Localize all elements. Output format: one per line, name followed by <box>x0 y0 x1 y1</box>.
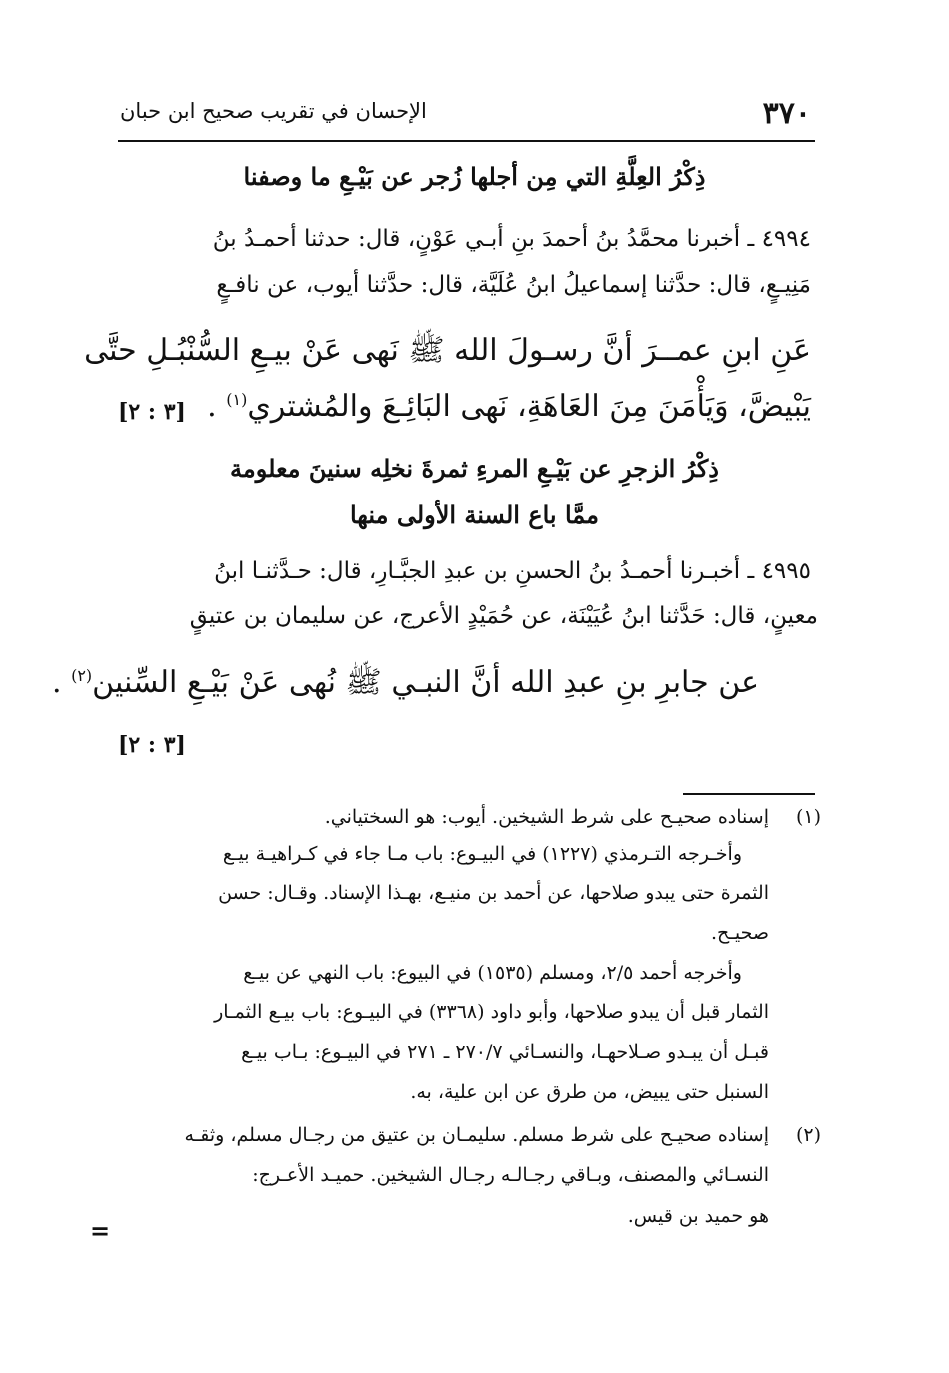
chapter-heading: ممَّا باع السنة الأولى منها <box>349 500 599 529</box>
footnote-line: صحيـح. <box>710 922 769 944</box>
footnote-line: الثمرة حتى يبدو صلاحها، عن أحمد بن منيـع، بهـذا الإسناد. وقـال: حسن <box>218 882 769 904</box>
reference-tag: [٣ : ٢] <box>118 732 186 758</box>
footnote-number: (٢) <box>795 1124 821 1146</box>
footnote-mark: (١) <box>226 390 248 409</box>
matn-text: يَبْيضَّ، وَيَأْمَنَ مِنَ العَاهَةِ، نَهى البَائِـعَ والمُشتري <box>247 389 811 424</box>
footnote-number: (١) <box>795 806 821 828</box>
footnote-line: الثمار قبل أن يبدو صلاحها، وأبو داود (٣٣٦٨) في البيـوع: باب بيـع الثمـار <box>214 1001 769 1023</box>
footnote-line: إسناده صحيـح على شرط الشيخين. أيوب: هو السختياني. <box>324 806 769 828</box>
hadith-number: ٤٩٩٤ ـ <box>747 226 811 252</box>
running-title: الإحسان في تقريب صحيح ابن حبان <box>120 99 427 123</box>
footnote-line: هو حميد بن قيس. <box>627 1205 769 1227</box>
matn-text: عن جابرِ بنِ عبدِ الله أنَّ النبـي ﷺ نُهى عَنْ بَيْـعِ السِّنين <box>92 665 759 700</box>
footnote-line: النسـائي والمصنف، وبـاقي رجـالـه رجـال الشيخين. حميـد الأعـرج: <box>252 1164 769 1186</box>
chapter-heading: ذِكْرُ العِلَّةِ التي مِن أجلها زُجر عن بَيْـعِ ما وصفنا <box>243 162 706 191</box>
isnad-line: مَنِيـعٍ، قال: حدَّثنا إسماعيلُ ابنُ عُلَيَّة، قال: حدَّثنا أيوب، عن نافـعٍ <box>216 272 811 298</box>
footnote-rule <box>683 793 815 795</box>
reference-tag: [٣ : ٢] <box>118 399 186 425</box>
matn-line: يَبْيضَّ، وَيَأْمَنَ مِنَ العَاهَةِ، نَهى البَائِـعَ والمُشتري$^{(١)}$ . <box>207 389 811 424</box>
matn-line: عن جابرِ بنِ عبدِ الله أنَّ النبـي ﷺ نُهى عَنْ بَيْـعِ السِّنين$^{(٢)}$ . <box>51 665 759 700</box>
hadith-number: ٤٩٩٥ ـ <box>747 558 811 584</box>
footnote-line: وأخـرجه التـرمذي (١٢٢٧) في البيـوع: باب مـا جاء في كـراهيـة بيـع <box>222 843 742 865</box>
isnad-line <box>214 558 811 584</box>
isnad-text: أخبرنا محمَّدُ بنُ أحمدَ بنِ أبـي عَوْنٍ، قال: حدثنا أحمـدُ بنُ <box>212 226 741 252</box>
isnad-line <box>213 226 811 252</box>
footnote-line: السنبل حتى يبيض، من طرق عن ابن علية، به. <box>410 1081 769 1103</box>
header-rule <box>118 140 815 142</box>
matn-line: عَنِ ابنِ عمــرَ أنَّ رسـولَ الله ﷺ نَهى عَنْ بيـعِ السُّنْبُـلِ حتَّى <box>84 333 811 368</box>
continuation-mark: = <box>90 1216 111 1245</box>
footnote-mark: (٢) <box>71 666 93 685</box>
isnad-text: أخبـرنا أحمـدُ بنُ الحسنِ بن عبدِ الجبَّـارِ، قال: حـدَّثنـا ابنُ <box>214 558 741 584</box>
footnote-line: قبـل أن يبـدو صـلاحهـا، والنسـائي ٢٧٠/٧ ـ ٢٧١ في البيـوع: بـاب بيـع <box>241 1041 769 1063</box>
chapter-heading: ذِكْرُ الزجرِ عن بَيْـعِ المرءِ ثمرةَ نخلِه سنينَ معلومة <box>230 454 719 483</box>
isnad-line: معينٍ، قال: حَدَّثنا ابنُ عُيَيْنَة، عن حُمَيْدٍ الأعرج، عن سليمان بن عتيقٍ <box>189 603 818 629</box>
page-number: ٣٧٠ <box>762 96 811 131</box>
footnote-line: إسناده صحيـح على شرط مسلم. سليمـان بن عتيق من رجـال مسلم، وثقـه <box>184 1124 769 1146</box>
footnote-line: وأخرجه أحمد ٢/٥، ومسلم (١٥٣٥) في البيوع: باب النهي عن بيـع <box>243 962 742 984</box>
